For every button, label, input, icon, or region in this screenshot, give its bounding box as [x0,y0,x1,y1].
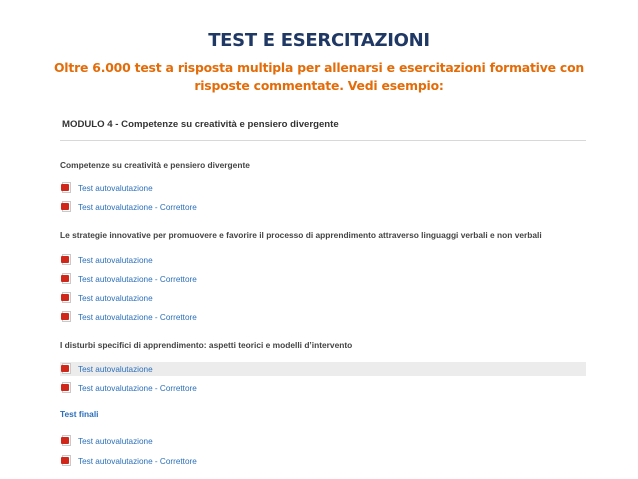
test-link[interactable]: Test autovalutazione [78,293,153,303]
page-subtitle [40,59,598,95]
pdf-file-icon [61,201,72,213]
pdf-file-icon [61,311,72,323]
pdf-file-icon [61,363,72,375]
list-item[interactable] [60,381,586,395]
list-item[interactable] [60,253,586,267]
list-item[interactable] [60,434,586,448]
section-title-test-finali[interactable]: Test finali [60,409,99,419]
section-title-dsa: I disturbi specifici di apprendimento: aspetti teorici e modelli d’intervento [60,340,353,350]
test-link[interactable]: Test autovalutazione - Correttore [78,383,197,393]
module-title: MODULO 4 - Competenze su creatività e pensiero divergente [62,119,339,130]
test-link[interactable]: Test autovalutazione - Correttore [78,202,197,212]
list-item[interactable] [60,310,586,324]
test-link[interactable]: Test autovalutazione [78,364,153,374]
pdf-file-icon [61,455,72,467]
test-link[interactable]: Test autovalutazione [78,255,153,265]
list-item[interactable] [60,181,586,195]
list-item[interactable] [60,200,586,214]
test-link[interactable]: Test autovalutazione - Correttore [78,274,197,284]
pdf-file-icon [61,435,72,447]
course-module-panel [60,110,586,479]
pdf-file-icon [61,382,72,394]
list-item[interactable] [60,272,586,286]
page-title: TEST E ESERCITAZIONI [208,30,430,51]
list-item[interactable] [60,362,586,376]
section-title-strategie: Le strategie innovative per promuovere e favorire il processo di apprendimento attraverso linguaggi verbali e non verbali [60,230,542,240]
pdf-file-icon [61,182,72,194]
test-link[interactable]: Test autovalutazione - Correttore [78,312,197,322]
test-link[interactable]: Test autovalutazione [78,183,153,193]
pdf-file-icon [61,292,72,304]
test-link[interactable]: Test autovalutazione [78,436,153,446]
subtitle-line-1: Oltre 6.000 test a risposta multipla per allenarsi e esercitazioni formative con [53,60,585,75]
subtitle-line-2: risposte commentate. Vedi esempio: [194,78,444,93]
list-item[interactable] [60,454,586,468]
pdf-file-icon [61,273,72,285]
list-item[interactable] [60,291,586,305]
section-title-creativita: Competenze su creatività e pensiero divergente [60,160,250,170]
test-link[interactable]: Test autovalutazione - Correttore [78,456,197,466]
pdf-file-icon [61,254,72,266]
